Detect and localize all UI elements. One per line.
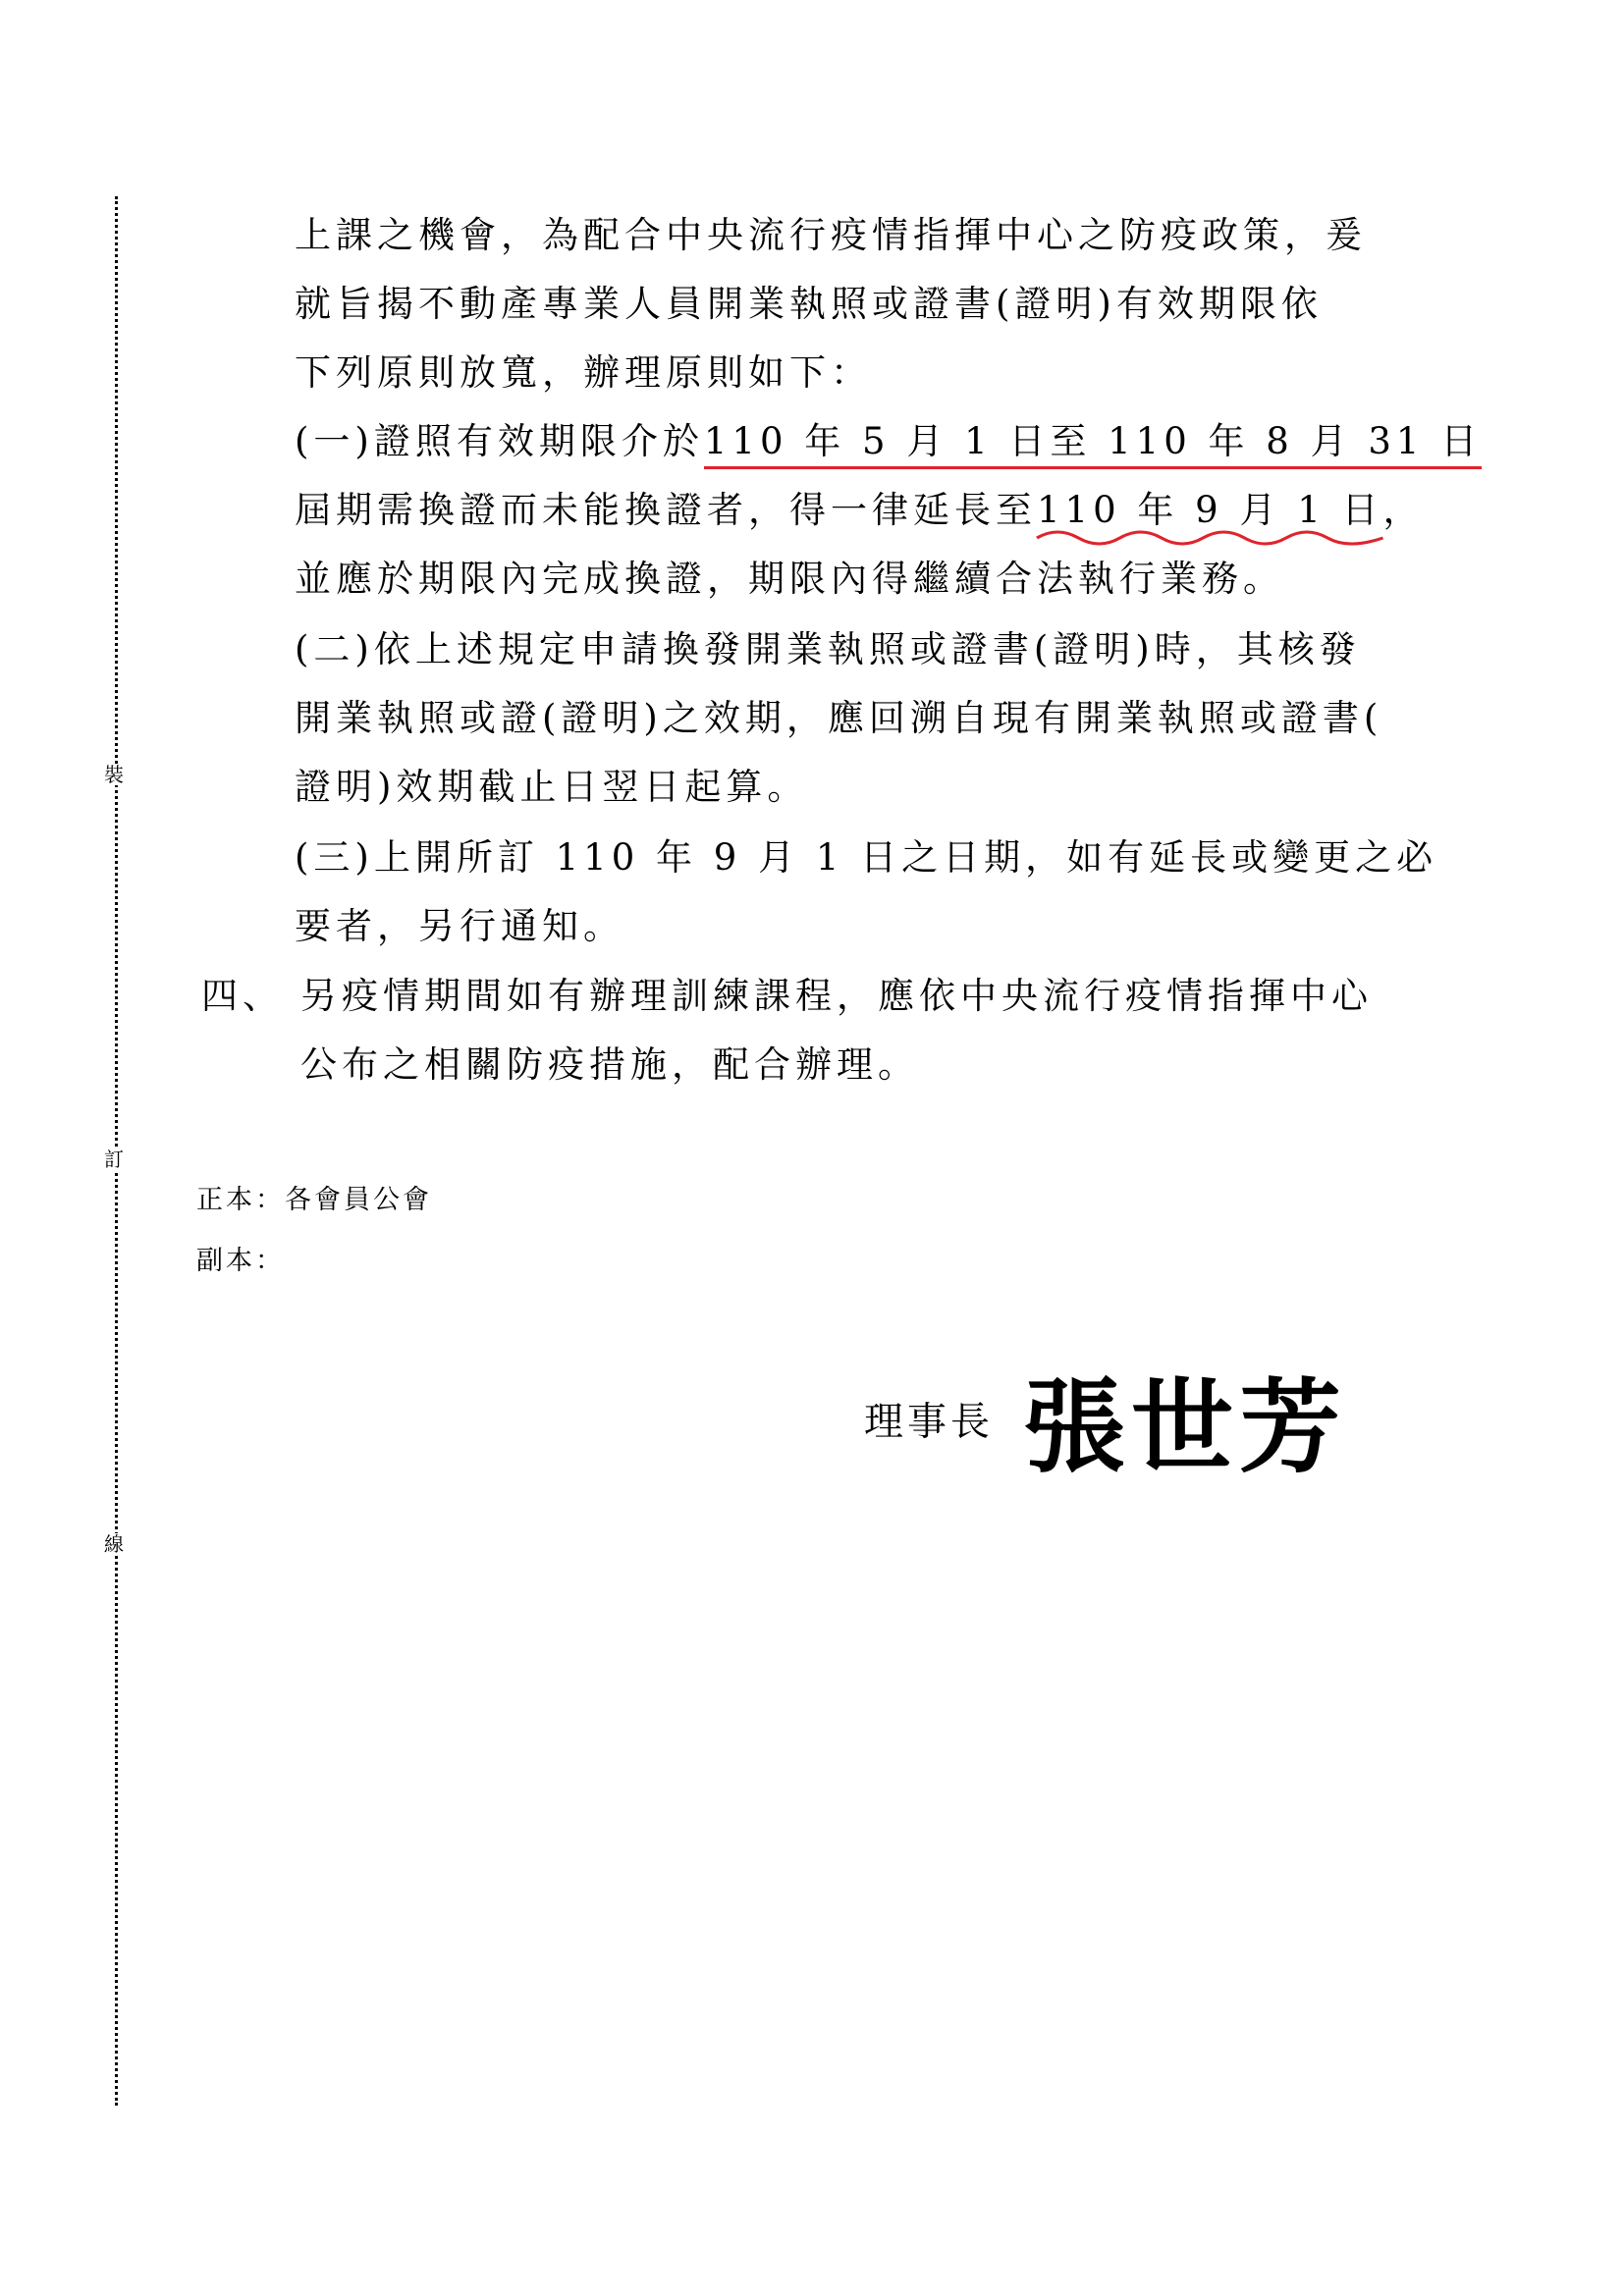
item-1-dates-underlined: 110 年 5 月 1 日至 110 年 8 月 31 日: [704, 420, 1482, 469]
item-1-line-2: [295, 489, 1425, 532]
item-1-line-2-prefix: 屆期需換證而未能換證者，得一律延長至: [295, 489, 1037, 531]
binding-label-ding: 訂: [104, 1148, 124, 1171]
item-2-line-3: 證明)效期截止日翌日起算。: [295, 766, 809, 808]
section-4-line-1: 另疫情期間如有辦理訓練課程，應依中央流行疫情指揮中心: [300, 975, 1373, 1017]
binding-label-zhuang: 裝: [104, 763, 124, 786]
wavy-underline: [1037, 528, 1383, 548]
signature-block: [864, 1345, 1347, 1492]
body-line-2: 就旨揭不動產專業人員開業執照或證書(證明)有效期限依: [295, 283, 1323, 325]
item-3-line-2: 要者，另行通知。: [295, 905, 624, 947]
body-line-3: 下列原則放寬，辦理原則如下：: [295, 351, 872, 394]
item-1-extended-date-wavy: [1037, 489, 1383, 532]
item-1-prefix: (一)證照有效期限介於: [295, 420, 704, 462]
item-1-extended-date: 110 年 9 月 1 日: [1037, 489, 1383, 531]
item-1-line-2-suffix: ，: [1382, 489, 1425, 531]
item-3-line-1: (三)上開所訂 110 年 9 月 1 日之日期，如有延長或變更之必: [295, 836, 1438, 879]
item-1-line-3: 並應於期限內完成換證，期限內得繼續合法執行業務。: [295, 558, 1284, 600]
distribution-copy: 副本：: [196, 1246, 285, 1276]
item-2-line-2: 開業執照或證(證明)之效期，應回溯自現有開業執照或證書(: [295, 697, 1383, 739]
item-2-line-1: (二)依上述規定申請換發開業執照或證書(證明)時，其核發: [295, 628, 1361, 670]
item-1-line-1: [295, 420, 1482, 463]
section-4-number: 四、: [201, 975, 284, 1017]
body-line-1: 上課之機會，為配合中央流行疫情指揮中心之防疫政策，爰: [295, 214, 1367, 256]
section-4-line-2: 公布之相關防疫措施，配合辦理。: [300, 1043, 919, 1086]
signature-title: 理事長: [864, 1399, 994, 1445]
signature-name: 張世芳: [1023, 1366, 1348, 1487]
binding-label-xian: 線: [104, 1532, 124, 1556]
distribution-original: 正本：各會員公會: [196, 1185, 432, 1215]
